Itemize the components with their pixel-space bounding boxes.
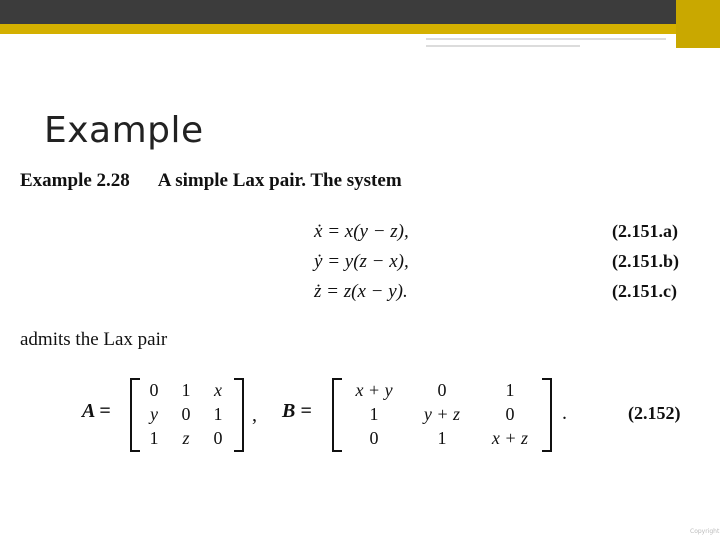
equation-rhs: = x(y − z),: [322, 221, 409, 242]
right-bracket: [542, 378, 552, 452]
example-heading: [20, 170, 402, 192]
admits-text: admits the Lax pair: [20, 329, 168, 350]
matrix-cell: 1: [181, 380, 191, 400]
matrix-a-label: A =: [82, 400, 111, 422]
matrix-cell: z: [182, 428, 190, 448]
gold-accent-corner: [676, 0, 720, 48]
matrix-cell: 1: [505, 380, 515, 400]
matrix-cell: x: [214, 380, 222, 400]
equation-rhs: = y(z − x),: [322, 251, 409, 272]
matrix-cell: y: [150, 404, 158, 424]
equation-number: (2.151.a): [612, 221, 678, 241]
matrix-b: [332, 378, 552, 452]
equation-number: (2.151.b): [612, 251, 679, 271]
slide-title: Example: [44, 110, 204, 151]
matrix-cell: 0: [149, 380, 159, 400]
equation-lhs: ż: [314, 281, 322, 302]
matrix-cell: x + z: [491, 428, 529, 448]
equation-row: [314, 281, 408, 303]
matrix-separator: ,: [252, 404, 257, 426]
matrix-cell: 1: [437, 428, 447, 448]
matrix-cell: 1: [149, 428, 159, 448]
equation-row: [314, 251, 409, 273]
matrix-equation-number: (2.152): [628, 403, 681, 423]
matrix-cell: y + z: [423, 404, 461, 424]
right-bracket: [234, 378, 244, 452]
copyright-text: Copyright: [690, 528, 720, 535]
matrix-cell: 1: [213, 404, 223, 424]
matrix-cell: x + y: [355, 380, 393, 400]
matrix-cell: 0: [369, 428, 379, 448]
equation-number: (2.151.c): [612, 281, 677, 301]
matrix-cell: 0: [437, 380, 447, 400]
top-bar: [0, 0, 720, 24]
matrix-terminator: .: [562, 402, 567, 424]
equation-row: [314, 221, 409, 243]
matrix-b-label: B =: [282, 400, 312, 422]
example-label: Example 2.28: [20, 170, 130, 191]
matrix-cell: 0: [505, 404, 515, 424]
matrix-cell: 1: [369, 404, 379, 424]
equation-rhs: = z(x − y).: [321, 281, 408, 302]
example-heading-text: A simple Lax pair. The system: [157, 170, 402, 191]
header-rule: [426, 45, 580, 47]
left-bracket: [332, 378, 342, 452]
equation-lhs: ẋ: [314, 221, 323, 242]
gold-accent-bar: [0, 24, 720, 34]
left-bracket: [130, 378, 140, 452]
matrix-cell: 0: [181, 404, 191, 424]
equation-lhs: ẏ: [314, 251, 323, 272]
matrix-a: [130, 378, 244, 452]
header-rule: [426, 38, 666, 40]
matrix-cell: 0: [213, 428, 223, 448]
